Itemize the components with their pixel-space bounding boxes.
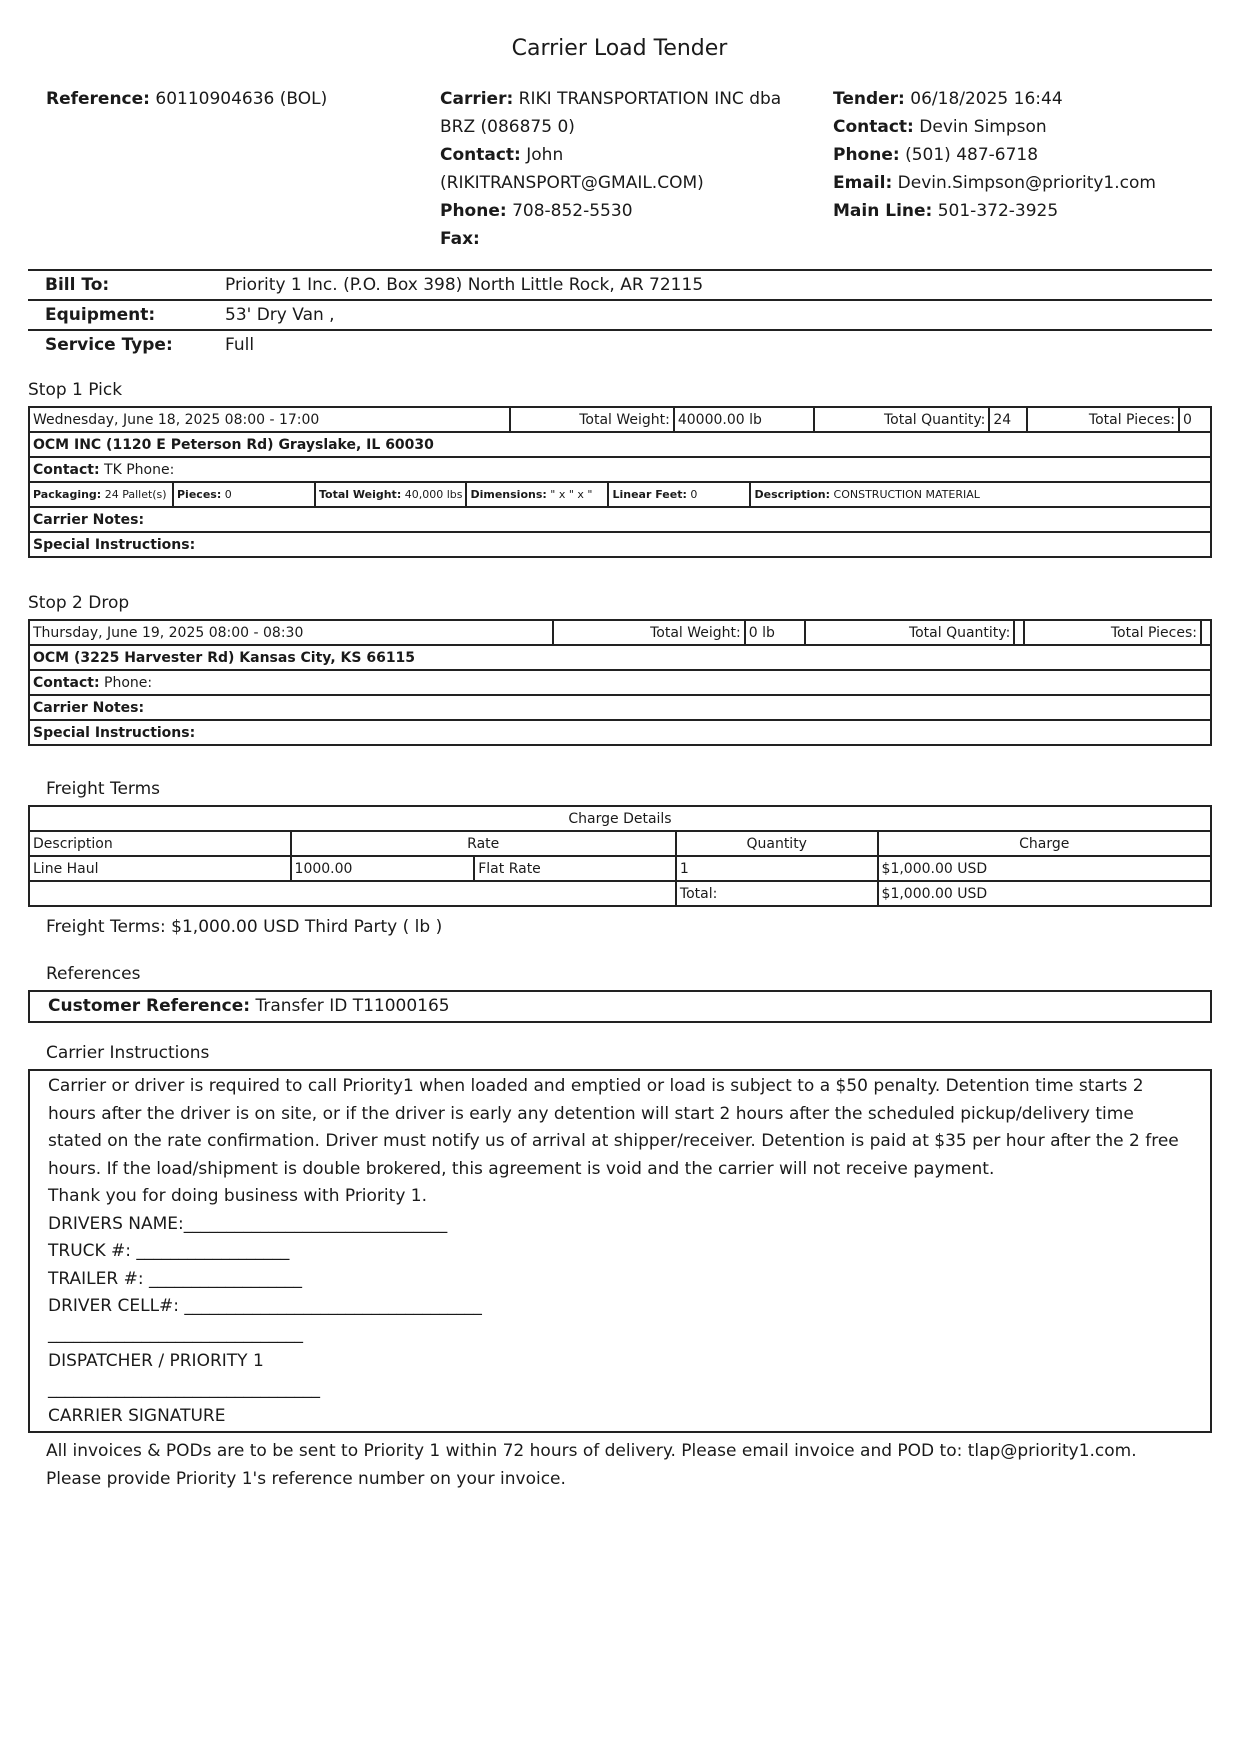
stop1-packaging-table <box>30 483 1210 506</box>
equipment-row <box>28 300 1212 330</box>
freight-heading: Freight Terms <box>46 779 161 799</box>
stop2-heading: Stop 2 Drop <box>28 593 130 613</box>
tender-label: Tender: <box>833 89 905 109</box>
stop1-location: OCM INC (1120 E Peterson Rd) Grayslake, IL 60030 <box>29 432 1211 457</box>
tender-block <box>833 85 1233 225</box>
customer-reference-value: Transfer ID T11000165 <box>255 996 450 1016</box>
stop1-carrier-notes-label: Carrier Notes: <box>29 507 1211 532</box>
charge-details-title: Charge Details <box>29 806 1211 831</box>
stop1-total-weight-value: 40000.00 lb <box>674 407 814 432</box>
stop1-pieces <box>173 483 315 506</box>
stop1-pieces-label: Pieces: <box>177 488 222 501</box>
freight-terms-line: Freight Terms: $1,000.00 USD Third Party ( lb ) <box>46 917 443 937</box>
stop2-total-quantity-label: Total Quantity: <box>805 620 1015 645</box>
stop2-total-weight-label: Total Weight: <box>553 620 745 645</box>
stop1-location-row <box>29 432 1211 457</box>
stop2-special-instructions-label: Special Instructions: <box>29 720 1211 745</box>
email-value: Devin.Simpson@priority1.com <box>897 173 1156 193</box>
equipment-label: Equipment: <box>28 300 225 330</box>
stop2-contact-row <box>29 670 1211 695</box>
stop1-linear-feet-label: Linear Feet: <box>612 488 687 501</box>
carrier-contact-line2: (RIKITRANSPORT@GMAIL.COM) <box>440 173 704 193</box>
carrier-label: Carrier: <box>440 89 514 109</box>
stop1-contact-row <box>29 457 1211 482</box>
bill-to-row <box>28 270 1212 300</box>
stop1-special-instructions-row <box>29 532 1211 557</box>
stop2-carrier-notes-label: Carrier Notes: <box>29 695 1211 720</box>
stop1-weight-label: Total Weight: <box>319 488 402 501</box>
stop1-packaging-inner-row <box>30 483 1210 506</box>
drivers-name-line: DRIVERS NAME:_______________________________ <box>48 1213 448 1234</box>
stop1-packaging-cell <box>29 482 1211 507</box>
stop1-weight <box>315 483 466 506</box>
carrier-value-line1: RIKI TRANSPORTATION INC dba <box>518 89 782 109</box>
stop1-contact-cell <box>29 457 1211 482</box>
stop2-contact-cell <box>29 670 1211 695</box>
col-quantity: Quantity <box>676 831 878 856</box>
stop2-location-row <box>29 645 1211 670</box>
carrier-fax-label: Fax: <box>440 229 480 249</box>
stop2-contact-label: Contact: <box>33 674 100 691</box>
carrier-instructions-paragraph: Carrier or driver is required to call Priority1 when loaded and emptied or load is subject to a $50 penalty. Detention time starts 2 hours after the driver is on site, or if the driver is early any detention will start 2 hours after the scheduled pickup/delivery time stated on the rate confirmation. Driver must notify us of arrival at shipper/receiver. Detention is paid at $35 per hour after the 2 free hours. If the load/shipment is double brokered, this agreement is void and the carrier will not receive payment. <box>48 1076 1179 1179</box>
stop1-weight-value: 40,000 lbs <box>404 488 463 501</box>
total-label: Total: <box>676 881 878 906</box>
stop1-table <box>28 406 1212 558</box>
carrier-value-line2: BRZ (086875 0) <box>440 117 575 137</box>
invoice-footer: All invoices & PODs are to be sent to Priority 1 within 72 hours of delivery. Please email invoice and POD to: tlap@priority1.com. Please provide Priority 1's reference number on your invoice. <box>46 1441 1137 1489</box>
charge-columns-row <box>29 831 1211 856</box>
bill-to-label: Bill To: <box>28 270 225 300</box>
phone-value: (501) 487-6718 <box>905 145 1039 165</box>
stop1-total-pieces-label: Total Pieces: <box>1027 407 1179 432</box>
stop2-table <box>28 619 1212 746</box>
col-description: Description <box>29 831 291 856</box>
carrier-instructions-heading: Carrier Instructions <box>46 1043 210 1063</box>
carrier-contact-label: Contact: <box>440 145 521 165</box>
reference-label: Reference: <box>46 89 150 109</box>
stop1-heading: Stop 1 Pick <box>28 380 123 400</box>
page-title: Carrier Load Tender <box>511 36 728 61</box>
carrier-instructions-box <box>28 1069 1212 1433</box>
stop1-total-pieces-value: 0 <box>1179 407 1211 432</box>
stop1-contact-label: Contact: <box>33 461 100 478</box>
stop1-total-quantity-label: Total Quantity: <box>814 407 990 432</box>
stop1-pieces-value: 0 <box>224 488 232 501</box>
dispatcher-signature-line: ______________________________ <box>48 1323 303 1344</box>
mainline-value: 501-372-3925 <box>937 201 1059 221</box>
row-description: Line Haul <box>29 856 291 881</box>
col-rate: Rate <box>291 831 676 856</box>
stop2-carrier-notes-row <box>29 695 1211 720</box>
row-rate-type: Flat Rate <box>474 856 676 881</box>
summary-table <box>28 269 1212 359</box>
stop2-total-quantity-value <box>1014 620 1024 645</box>
truck-line: TRUCK #: __________________ <box>48 1241 290 1261</box>
carrier-contact-line1: John <box>526 145 564 165</box>
stop1-dimensions-value: " x " x " <box>550 488 593 501</box>
reference-block <box>46 85 426 113</box>
stop1-description-label: Description: <box>754 488 831 501</box>
reference-value: 60110904636 (BOL) <box>155 89 328 109</box>
contact-label: Contact: <box>833 117 914 137</box>
charge-details-header-row <box>29 806 1211 831</box>
references-heading: References <box>46 964 141 984</box>
stop1-packaging <box>30 483 173 506</box>
dispatcher-label: DISPATCHER / PRIORITY 1 <box>48 1351 264 1371</box>
charge-total-row <box>29 881 1211 906</box>
customer-reference-label: Customer Reference: <box>48 996 251 1016</box>
stop1-packaging-value: 24 Pallet(s) <box>104 488 167 501</box>
stop2-contact-value: Phone: <box>104 674 153 691</box>
stop1-dimensions <box>466 483 608 506</box>
charge-details-table <box>28 805 1212 907</box>
stop2-special-instructions-row <box>29 720 1211 745</box>
carrier-block <box>440 85 820 253</box>
thanks-line: Thank you for doing business with Priority 1. <box>48 1186 427 1206</box>
bill-to-value: Priority 1 Inc. (P.O. Box 398) North Little Rock, AR 72115 <box>225 270 1212 300</box>
tender-value: 06/18/2025 16:44 <box>910 89 1063 109</box>
equipment-value: 53' Dry Van , <box>225 300 1212 330</box>
stop1-description <box>750 483 1210 506</box>
stop2-date: Thursday, June 19, 2025 08:00 - 08:30 <box>29 620 553 645</box>
carrier-phone-label: Phone: <box>440 201 507 221</box>
stop1-total-quantity-value: 24 <box>989 407 1027 432</box>
stop1-contact-value: TK Phone: <box>104 461 175 478</box>
stop1-summary-row <box>29 407 1211 432</box>
service-type-value: Full <box>225 330 1212 359</box>
stop1-dimensions-label: Dimensions: <box>470 488 547 501</box>
stop1-special-instructions-label: Special Instructions: <box>29 532 1211 557</box>
charge-row <box>29 856 1211 881</box>
stop2-summary-row <box>29 620 1211 645</box>
row-rate: 1000.00 <box>291 856 475 881</box>
service-type-label: Service Type: <box>28 330 225 359</box>
trailer-line: TRAILER #: __________________ <box>48 1268 302 1289</box>
stop2-total-pieces-value <box>1201 620 1211 645</box>
carrier-phone-value: 708-852-5530 <box>512 201 633 221</box>
service-type-row <box>28 330 1212 359</box>
driver-cell-line: DRIVER CELL#: ___________________________________ <box>48 1296 482 1316</box>
stop1-linear-feet-value: 0 <box>690 488 698 501</box>
total-value: $1,000.00 USD <box>878 881 1211 906</box>
stop1-packaging-row <box>29 482 1211 507</box>
stop2-location: OCM (3225 Harvester Rd) Kansas City, KS 66115 <box>29 645 1211 670</box>
stop1-date: Wednesday, June 18, 2025 08:00 - 17:00 <box>29 407 510 432</box>
row-charge: $1,000.00 USD <box>878 856 1211 881</box>
col-charge: Charge <box>878 831 1211 856</box>
mainline-label: Main Line: <box>833 201 933 221</box>
stop2-total-pieces-label: Total Pieces: <box>1024 620 1201 645</box>
email-label: Email: <box>833 173 893 193</box>
contact-value: Devin Simpson <box>919 117 1047 137</box>
stop1-description-value: CONSTRUCTION MATERIAL <box>833 488 980 501</box>
stop1-linear-feet <box>608 483 750 506</box>
charge-total-blank <box>29 881 676 906</box>
phone-label: Phone: <box>833 145 900 165</box>
stop1-total-weight-label: Total Weight: <box>510 407 674 432</box>
stop1-carrier-notes-row <box>29 507 1211 532</box>
carrier-signature-label: CARRIER SIGNATURE <box>48 1406 226 1426</box>
stop1-packaging-label: Packaging: <box>33 488 102 501</box>
carrier-signature-line: ________________________________ <box>48 1378 320 1399</box>
row-quantity: 1 <box>676 856 878 881</box>
stop2-total-weight-value: 0 lb <box>745 620 805 645</box>
customer-reference-box <box>28 990 1212 1023</box>
